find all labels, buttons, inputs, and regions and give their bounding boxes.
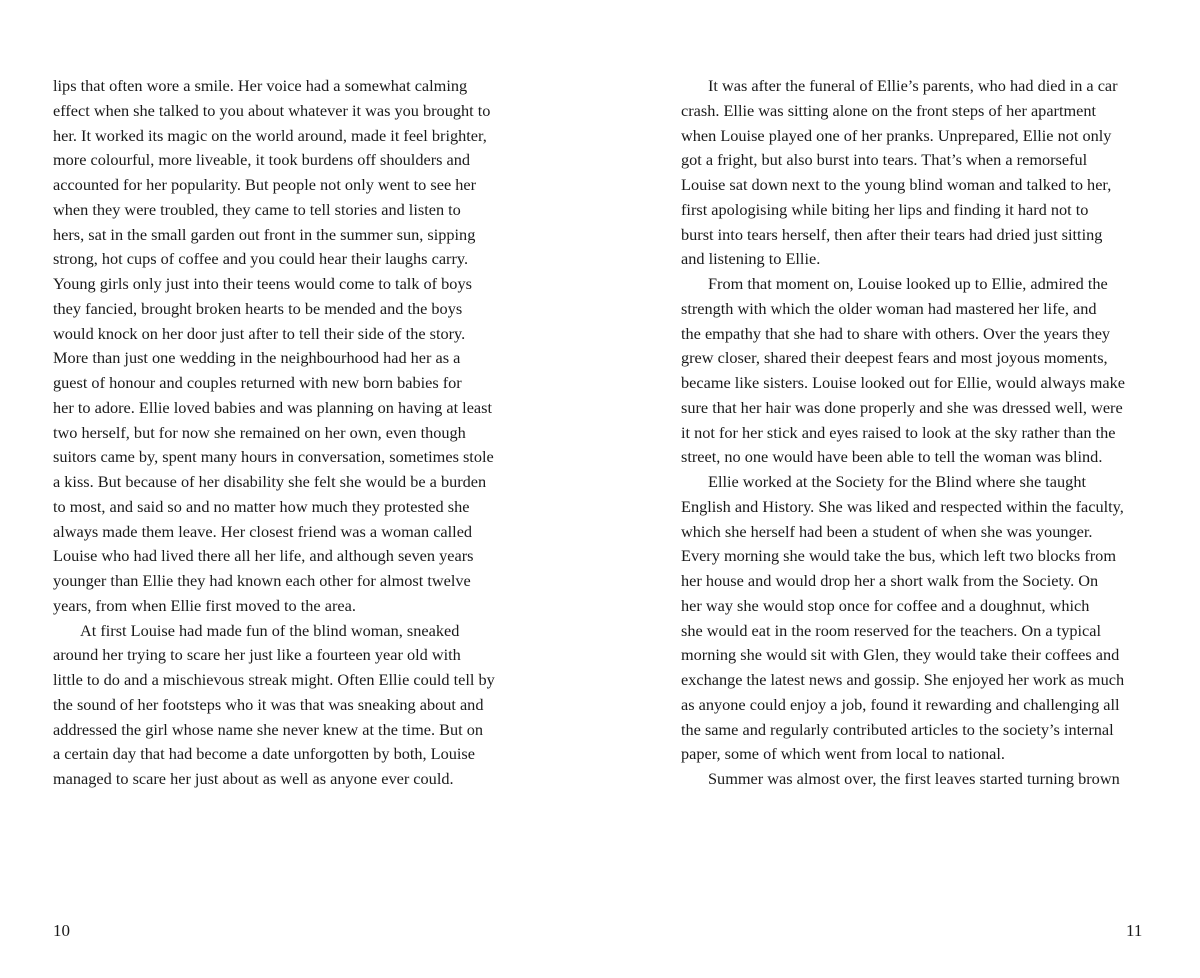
- text-line: Every morning she would take the bus, which left two blocks from: [681, 546, 1116, 566]
- text-line: got a fright, but also burst into tears. That’s when a remorseful: [681, 150, 1088, 170]
- text-line: Louise who had lived there all her life, and although seven years: [53, 546, 474, 566]
- text-line: Ellie worked at the Society for the Blind where she taught: [708, 472, 1086, 491]
- text-line: a kiss. But because of her disability she felt she would be a burden: [53, 472, 487, 491]
- text-line: grew closer, shared their deepest fears and most joyous moments,: [681, 348, 1108, 368]
- text-line: morning she would sit with Glen, they would take their coffees and: [681, 645, 1120, 665]
- text-line: effect when she talked to you about whatever it was you brought to: [53, 100, 491, 120]
- text-line: her house and would drop her a short walk from the Society. On: [681, 571, 1099, 590]
- text-line: years, from when Ellie first moved to the area.: [53, 595, 356, 615]
- text-line: her. It worked its magic on the world around, made it feel brighter,: [53, 125, 487, 145]
- text-line: two herself, but for now she remained on her own, even though: [53, 422, 466, 442]
- text-line: as anyone could enjoy a job, found it rewarding and challenging all: [681, 694, 1120, 714]
- left-page-text: [53, 74, 528, 792]
- text-line: she would eat in the room reserved for the teachers. On a typical: [681, 620, 1101, 640]
- text-line: sure that her hair was done properly and she was dressed well, were: [681, 397, 1123, 417]
- text-line: Summer was almost over, the first leaves started turning brown: [708, 769, 1120, 788]
- text-line: It was after the funeral of Ellie’s parents, who had died in a car: [708, 76, 1118, 95]
- text-line: crash. Ellie was sitting alone on the front steps of her apartment: [681, 100, 1097, 120]
- text-line: to most, and said so and no matter how much they protested she: [53, 496, 470, 516]
- text-line: More than just one wedding in the neighbourhood had her as a: [53, 348, 461, 368]
- text-line: would knock on her door just after to tell their side of the story.: [53, 323, 466, 343]
- text-line: when they were troubled, they came to tell stories and listen to: [53, 199, 461, 219]
- text-line: suitors came by, spent many hours in conversation, sometimes stole: [53, 447, 494, 467]
- text-line: exchange the latest news and gossip. She enjoyed her work as much: [681, 670, 1125, 689]
- text-line: burst into tears herself, then after their tears had dried just sitting: [681, 224, 1103, 244]
- text-line: it not for her stick and eyes raised to look at the sky rather than the: [681, 422, 1116, 442]
- text-line: they fancied, brought broken hearts to be mended and the boys: [53, 298, 463, 318]
- text-line: the empathy that she had to share with others. Over the years they: [681, 323, 1111, 343]
- text-line: strong, hot cups of coffee and you could hear their laughs carry.: [53, 249, 469, 269]
- text-line: guest of honour and couples returned with new born babies for: [53, 373, 462, 392]
- text-line: From that moment on, Louise looked up to Ellie, admired the: [708, 274, 1108, 293]
- text-line: hers, sat in the small garden out front in the summer sun, sipping: [53, 224, 476, 244]
- text-line: first apologising while biting her lips and finding it hard not to: [681, 199, 1089, 219]
- text-line: more colourful, more liveable, it took burdens off shoulders and: [53, 150, 471, 170]
- text-line: the sound of her footsteps who it was that was sneaking about and: [53, 694, 484, 714]
- text-line: always made them leave. Her closest friend was a woman called: [53, 521, 473, 541]
- text-line: her to adore. Ellie loved babies and was planning on having at least: [53, 397, 493, 417]
- text-line: her way she would stop once for coffee and a doughnut, which: [681, 595, 1090, 615]
- text-line: English and History. She was liked and respected within the faculty,: [681, 496, 1124, 516]
- text-line: managed to scare her just about as well as anyone ever could.: [53, 769, 454, 788]
- text-line: and listening to Ellie.: [681, 249, 821, 269]
- text-line: street, no one would have been able to tell the woman was blind.: [681, 447, 1103, 467]
- text-line: little to do and a mischievous streak might. Often Ellie could tell by: [53, 670, 495, 689]
- text-line: when Louise played one of her pranks. Unprepared, Ellie not only: [681, 125, 1112, 145]
- text-line: became like sisters. Louise looked out for Ellie, would always make: [681, 373, 1125, 392]
- text-line: younger than Ellie they had known each other for almost twelve: [53, 571, 471, 590]
- right-page-text: [681, 74, 1156, 792]
- text-line: accounted for her popularity. But people not only went to see her: [53, 175, 477, 194]
- text-line: a certain day that had become a date unforgotten by both, Louise: [53, 744, 475, 764]
- right-page-number: 11: [1126, 921, 1143, 940]
- text-line: the same and regularly contributed articles to the society’s internal: [681, 719, 1114, 739]
- text-line: paper, some of which went from local to national.: [681, 744, 1005, 764]
- text-line: which she herself had been a student of when she was younger.: [681, 521, 1093, 541]
- text-line: Louise sat down next to the young blind woman and talked to her,: [681, 175, 1112, 194]
- text-line: around her trying to scare her just like a fourteen year old with: [53, 645, 461, 665]
- text-line: addressed the girl whose name she never knew at the time. But on: [53, 719, 483, 739]
- left-page-number: 10: [53, 921, 70, 940]
- text-line: At first Louise had made fun of the blind woman, sneaked: [80, 620, 460, 640]
- text-line: Young girls only just into their teens would come to talk of boys: [53, 274, 472, 293]
- text-line: lips that often wore a smile. Her voice had a somewhat calming: [53, 76, 468, 95]
- text-line: strength with which the older woman had mastered her life, and: [681, 298, 1097, 318]
